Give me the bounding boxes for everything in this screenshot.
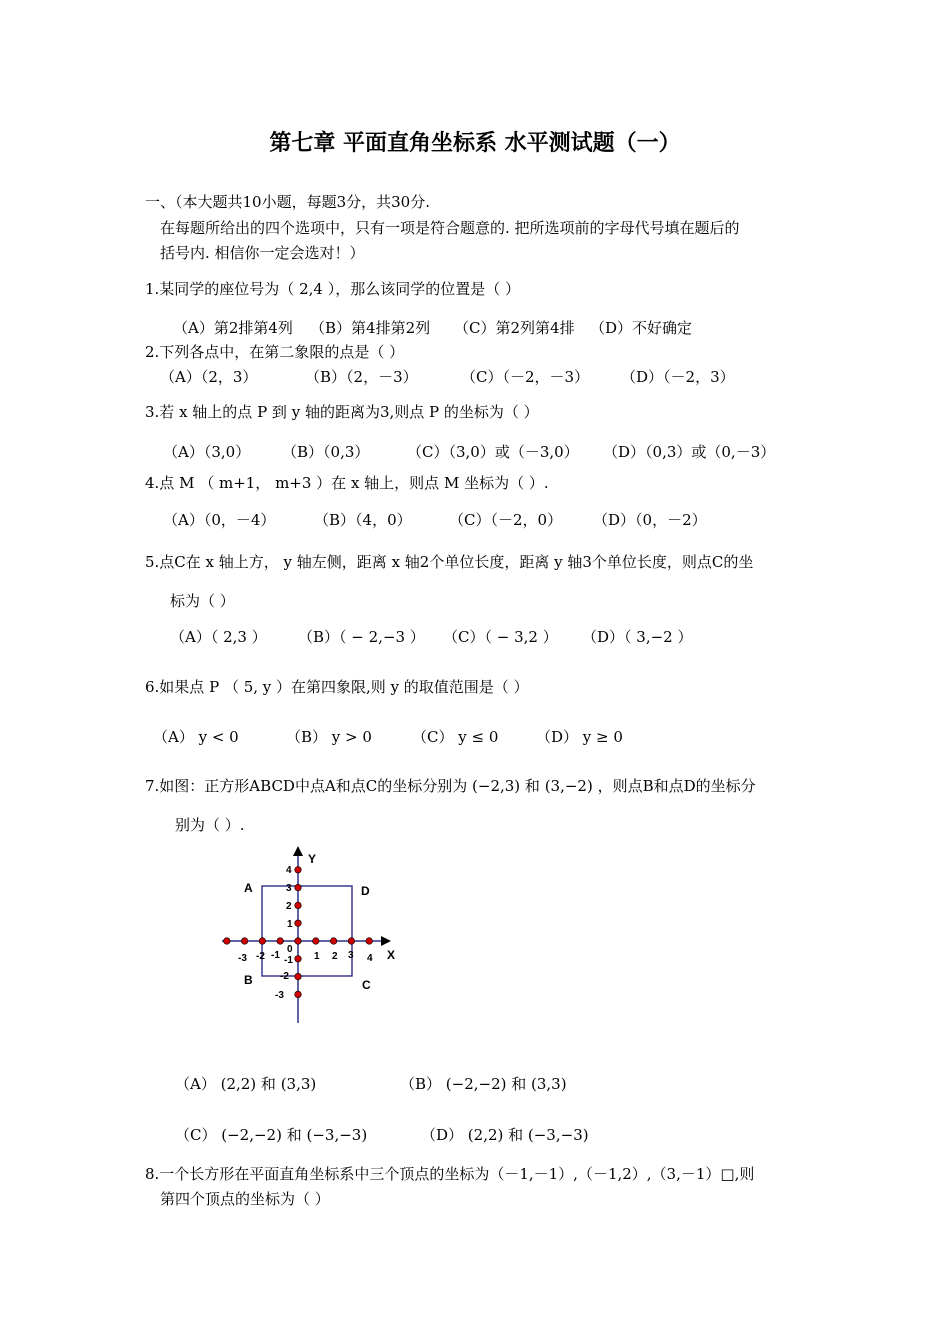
question-2-stem: 2.下列各点中，在第二象限的点是（ ） [145,343,405,361]
question-1-stem: 1.某同学的座位号为（ 2,4 ），那么该同学的位置是（ ） [145,280,520,298]
y-axis-arrow [293,846,303,856]
axis-label-x: X [387,948,396,962]
x-axis-point [224,938,231,945]
x-axis-point [348,938,355,945]
q2-option-a: （A）（2，3） [160,368,258,386]
q4-option-d: （D）（0，－2） [593,511,707,529]
vertex-label-d: D [361,884,370,898]
question-5-stem-cont: 标为（ ） [170,592,235,610]
x-tick-3: 3 [348,950,354,961]
q4-option-a: （A）（0，－4） [163,511,276,529]
y-axis-point [295,884,302,891]
q7-option-a: （A） (2,2) 和 (3,3) [175,1075,317,1093]
x-tick-neg3: -3 [238,953,247,964]
x-axis-point [277,938,284,945]
coordinate-figure [215,840,405,1030]
y-axis-point [295,920,302,927]
x-tick-neg1: -1 [271,950,280,961]
q3-option-a: （A）（3,0） [163,443,251,461]
square-abcd [262,886,352,976]
x-axis-point [330,938,337,945]
y-tick-neg1: -1 [284,955,293,966]
section-header: 一、（本大题共10小题，每题3分，共30分. [145,193,430,211]
q1-option-d: （D）不好确定 [590,319,693,337]
q2-option-d: （D）（－2，3） [621,368,735,386]
y-axis-point [295,867,302,874]
question-7-stem: 7.如图：正方形ABCD中点A和点C的坐标分别为 (−2,3) 和 (3,−2) ，则点B和点D的坐标分 [145,777,756,795]
x-axis-point [259,938,266,945]
x-tick-1: 1 [314,951,320,962]
x-axis-arrow [381,936,391,946]
q6-option-a: （A） y < 0 [153,728,239,746]
q7-option-d: （D） (2,2) 和 (−3,−3) [421,1126,589,1144]
y-axis-point [295,973,302,980]
y-tick-neg2: -2 [280,971,289,982]
section-instruction: 在每题所给出的四个选项中，只有一项是符合题意的. 把所选项前的字母代号填在题后的 [160,219,740,237]
axis-label-y: Y [308,852,317,866]
q2-option-c: （C）（－2，－3） [461,368,590,386]
q7-option-b: （B） (−2,−2) 和 (3,3) [400,1075,567,1093]
x-tick-4: 4 [367,953,373,964]
q2-option-b: （B）（2，－3） [305,368,418,386]
x-axis-point [295,938,302,945]
q1-option-b: （B）第4排第2列 [310,319,431,337]
q1-option-c: （C）第2列第4排 [454,319,575,337]
q5-option-c: （C）（ − 3,2 ） [443,628,558,646]
q3-option-b: （B）（0,3） [282,443,370,461]
q6-option-d: （D） y ≥ 0 [536,728,623,746]
y-tick-1: 1 [287,919,293,930]
y-axis-point [295,991,302,998]
x-axis-point [313,938,320,945]
page-title: 第七章 平面直角坐标系 水平测试题（一） [269,131,681,156]
question-8-stem-cont: 第四个顶点的坐标为（ ） [160,1190,330,1208]
q6-option-b: （B） y > 0 [286,728,372,746]
vertex-label-a: A [244,881,253,895]
y-tick-neg3: -3 [275,990,284,1001]
question-7-stem-cont: 别为（ ）. [175,816,245,834]
y-axis-point [295,902,302,909]
y-tick-4: 4 [286,865,292,876]
x-axis-point [366,938,373,945]
q5-option-d: （D）（ 3,−2 ） [582,628,693,646]
y-tick-3: 3 [286,883,292,894]
q6-option-c: （C） y ≤ 0 [412,728,499,746]
q4-option-b: （B）（4，0） [314,511,412,529]
x-axis-point [241,938,248,945]
question-6-stem: 6.如果点 P （ 5, y ）在第四象限,则 y 的取值范围是（ ） [145,678,529,696]
question-3-stem: 3.若 x 轴上的点 P 到 y 轴的距离为3,则点 P 的坐标为（ ） [145,403,539,421]
x-tick-2: 2 [332,951,338,962]
origin-label: 0 [287,944,293,955]
y-axis-point [295,956,302,963]
q4-option-c: （C）（－2，0） [449,511,563,529]
q3-option-c: （C）（3,0）或（－3,0） [407,443,579,461]
vertex-label-b: B [244,973,253,987]
x-tick-neg2: -2 [256,951,265,962]
question-8-stem: 8.一个长方形在平面直角坐标系中三个顶点的坐标为（－1,－1）,（－1,2）,（3,－1）□,则 [145,1165,755,1183]
vertex-label-c: C [362,978,371,992]
q3-option-d: （D）（0,3）或（0,－3） [603,443,776,461]
section-instruction-cont: 括号内. 相信你一定会选对！） [160,244,365,262]
q1-option-a: （A）第2排第4列 [173,319,293,337]
question-5-stem: 5.点C在 x 轴上方， y 轴左侧，距离 x 轴2个单位长度，距离 y 轴3个单位长度，则点C的坐 [145,553,754,571]
q5-option-a: （A）（ 2,3 ） [170,628,267,646]
q7-option-c: （C） (−2,−2) 和 (−3,−3) [175,1126,368,1144]
q5-option-b: （B）（ − 2,−3 ） [298,628,425,646]
question-4-stem: 4.点 M （ m+1， m+3 ）在 x 轴上，则点 M 坐标为（ ）. [145,474,549,492]
y-tick-2: 2 [286,901,292,912]
